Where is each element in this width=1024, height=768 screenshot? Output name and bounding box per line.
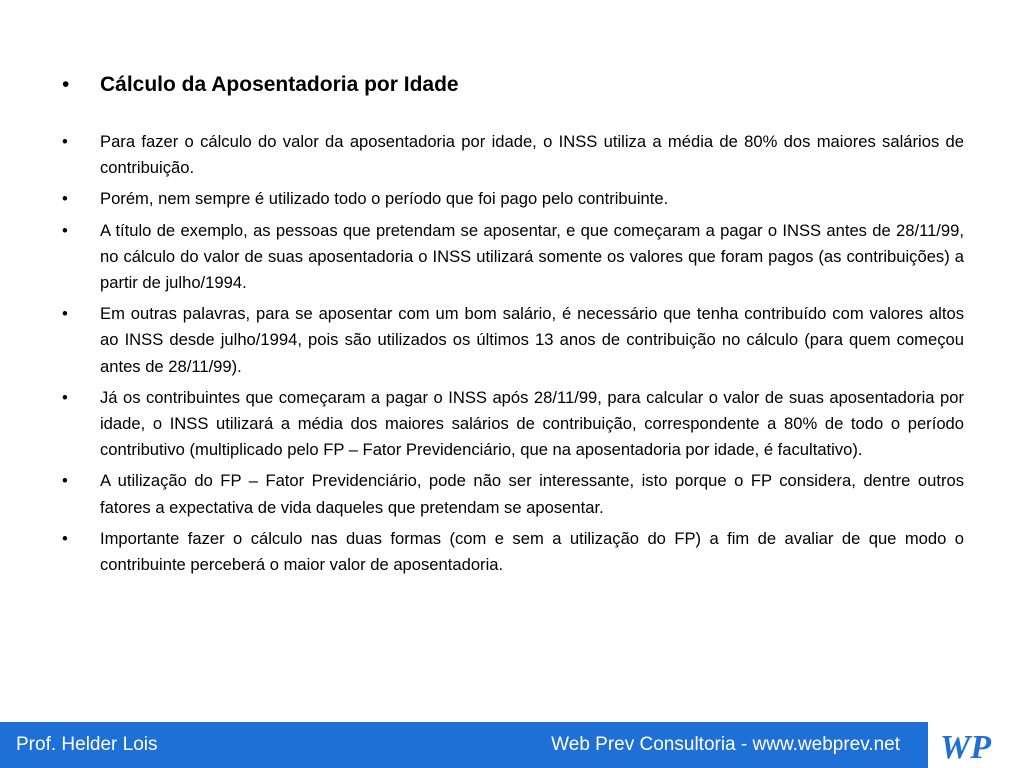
slide-title-row [62,70,964,100]
slide-title: Cálculo da Aposentadoria por Idade [100,73,459,96]
bullet-text: Porém, nem sempre é utilizado todo o período que foi pago pelo contribuinte. [100,189,669,209]
footer-bar [0,722,1024,768]
webprev-logo [928,722,1024,768]
bullet-item [62,186,964,212]
bullet-icon: • [62,387,68,407]
bullet-item [62,385,964,464]
slide-content [62,70,964,583]
logo-text: WP [940,729,991,766]
bullet-list [62,129,964,578]
bullet-item [62,301,964,380]
footer-author: Prof. Helder Lois [16,734,158,755]
bullet-icon: • [62,132,68,151]
bullet-icon: • [62,471,68,491]
bullet-text: Importante fazer o cálculo nas duas formas (com e sem a utilização do FP) a fim de avaliar de que modo o contribuinte perceberá o maior valor de aposentadoria. [100,528,964,575]
footer-company: Web Prev Consultoria - www.webprev.net [551,734,900,755]
bullet-item [62,218,964,297]
bullet-icon: • [62,304,68,324]
bullet-item [62,468,964,520]
bullet-text: A título de exemplo, as pessoas que pretendam se aposentar, e que começaram a pagar o INSS antes de 28/11/99, no cálculo do valor de suas aposentadoria o INSS utilizará somente os valores que foram pagos (as contribuições) a partir de julho/1994. [100,220,964,293]
webprev-logo-icon [928,722,1024,768]
bullet-text: Já os contribuintes que começaram a pagar o INSS após 28/11/99, para calcular o valor de suas aposentadoria por idade, o INSS utilizará a média dos maiores salários de contribuição, correspondente a 80% de todo o período contributivo (multiplicado pelo FP – Fator Previdenciário, que na aposentadoria por idade, é facultativo). [100,387,964,460]
bullet-text: Para fazer o cálculo do valor da aposentadoria por idade, o INSS utiliza a média de 80% dos maiores salários de contribuição. [100,132,964,178]
bullet-icon: • [62,220,68,240]
bullet-item [62,526,964,578]
bullet-icon: • [62,73,70,96]
bullet-icon: • [62,189,68,209]
bullet-item [62,129,964,181]
bullet-text: A utilização do FP – Fator Previdenciário, pode não ser interessante, isto porque o FP considera, dentre outros fatores a expectativa de vida daqueles que pretendam se aposentar. [100,471,964,517]
bullet-icon: • [62,528,68,548]
bullet-text: Em outras palavras, para se aposentar com um bom salário, é necessário que tenha contribuído com valores altos ao INSS desde julho/1994, pois são utilizados os últimos 13 anos de contribuição no cálculo (para quem começou antes de 28/11/99). [100,304,964,376]
